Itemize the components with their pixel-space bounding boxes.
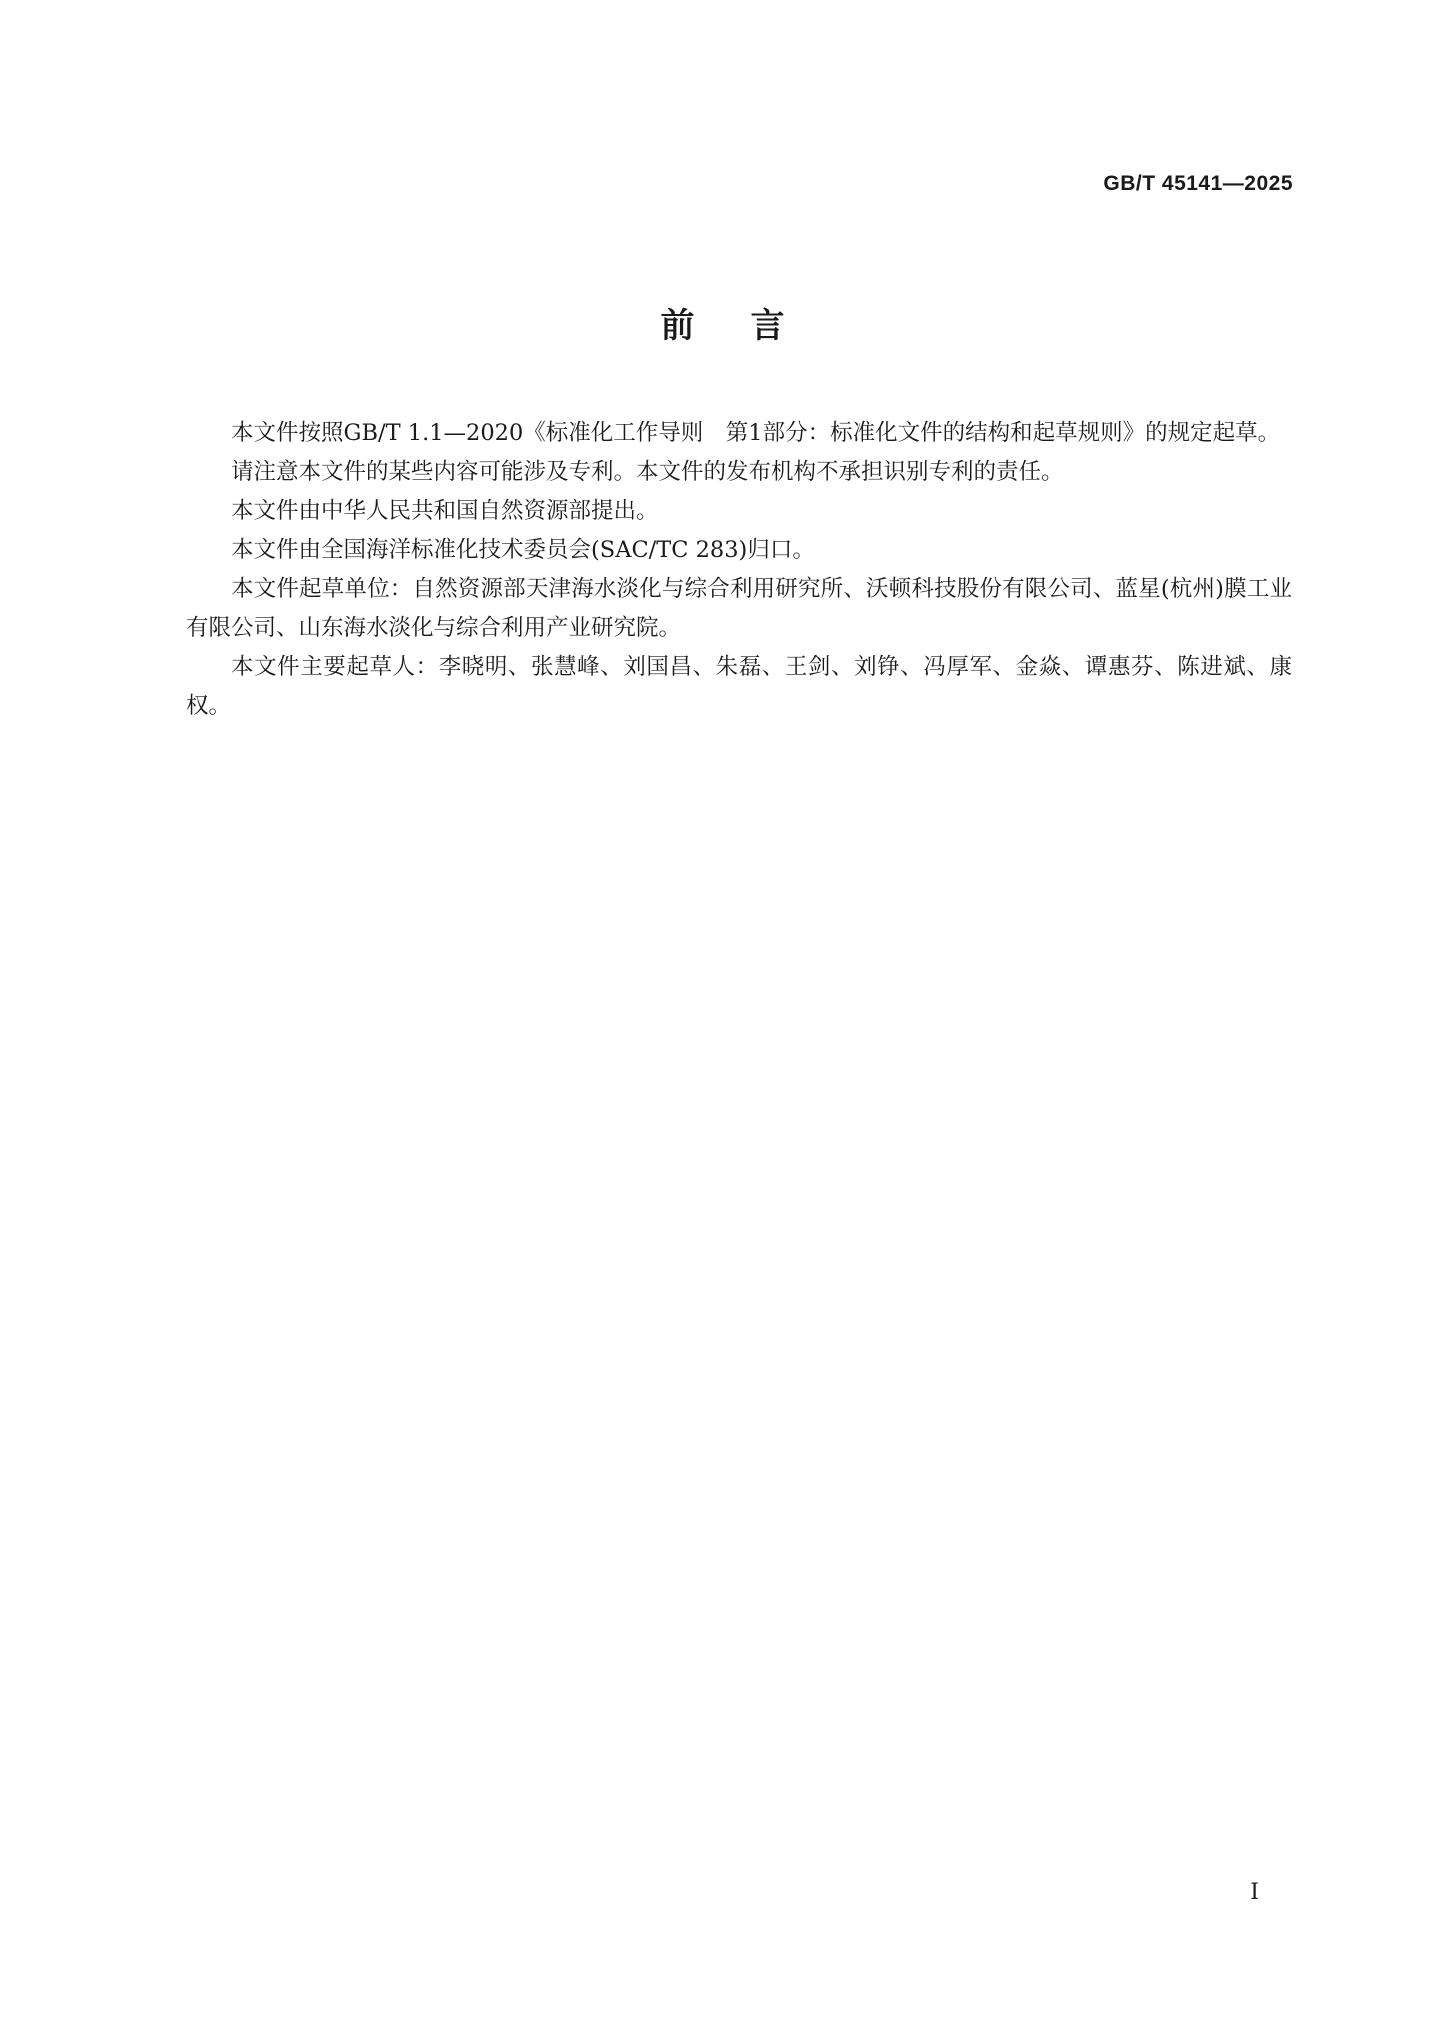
page-number: I bbox=[1250, 1880, 1259, 1905]
paragraph-drafting-rules: 本文件按照GB/T 1.1—2020《标准化工作导则 第1部分：标准化文件的结构和起草规则》的规定起草。 bbox=[231, 420, 1281, 446]
page-title: 前言 bbox=[660, 306, 841, 346]
paragraph-proposer: 本文件由中华人民共和国自然资源部提出。 bbox=[231, 498, 659, 524]
paragraph-committee: 本文件由全国海洋标准化技术委员会(SAC/TC 283)归口。 bbox=[231, 537, 815, 563]
standard-number: GB/T 45141—2025 bbox=[1103, 172, 1293, 195]
foreword-body bbox=[186, 414, 1292, 726]
paragraph-drafting-units: 本文件起草单位：自然资源部天津海水淡化与综合利用研究所、沃顿科技股份有限公司、蓝星(杭州)膜工业有限公司、山东海水淡化与综合利用产业研究院。 bbox=[186, 576, 1292, 641]
paragraph-drafters: 本文件主要起草人：李晓明、张慧峰、刘国昌、朱磊、王剑、刘铮、冯厚军、金焱、谭惠芬、陈进斌、康权。 bbox=[186, 654, 1292, 719]
paragraph-patent-notice: 请注意本文件的某些内容可能涉及专利。本文件的发布机构不承担识别专利的责任。 bbox=[231, 459, 1064, 485]
